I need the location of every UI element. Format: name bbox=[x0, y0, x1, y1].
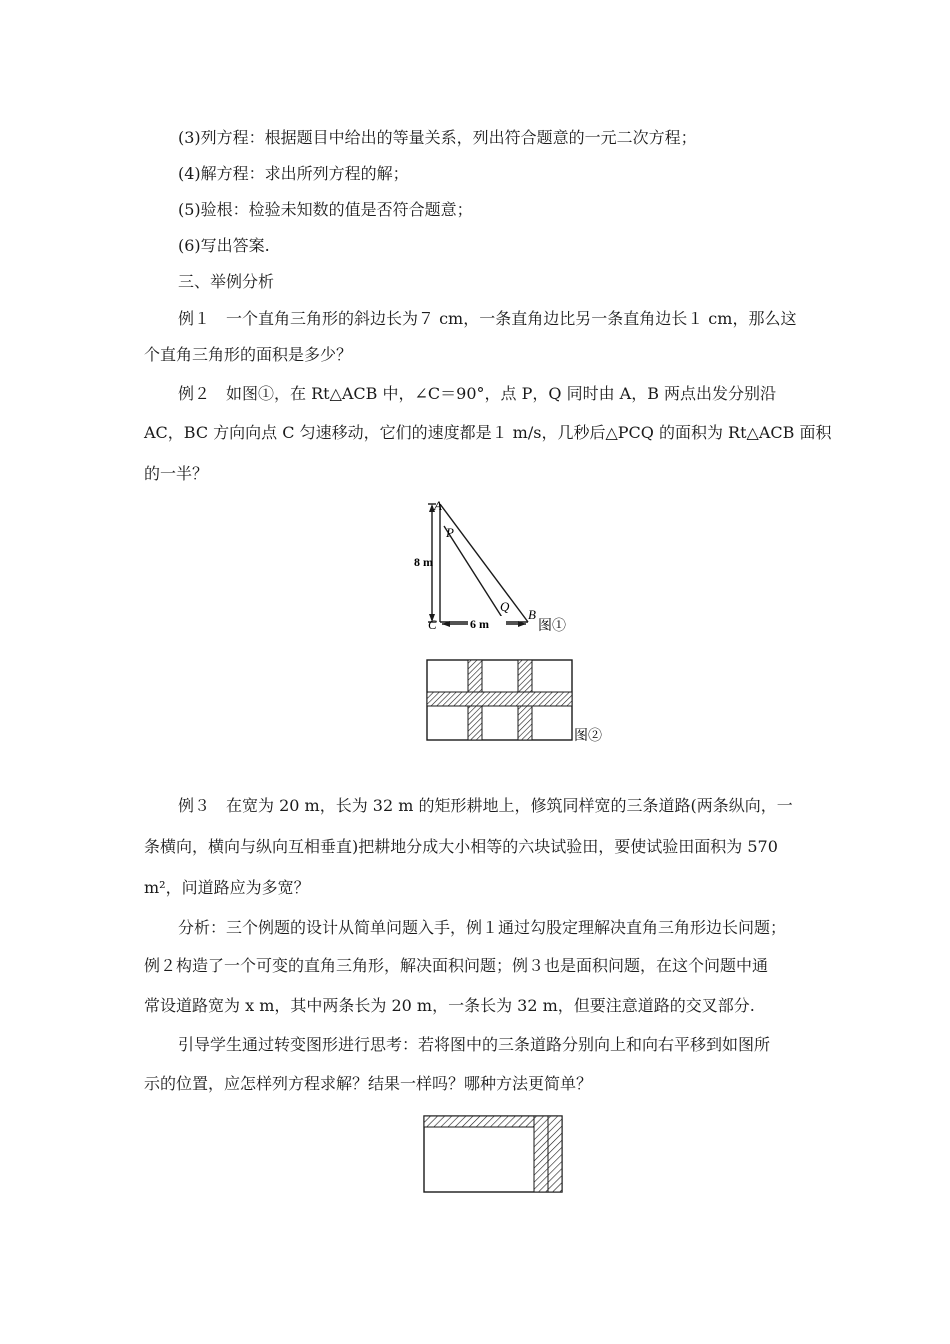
dimension-8m: 8 m bbox=[414, 555, 433, 569]
figure3-field-shifted bbox=[420, 1112, 570, 1196]
text-step3: (3)列方程：根据题目中给出的等量关系，列出符合题意的一元二次方程； bbox=[178, 128, 697, 147]
text-step6: (6)写出答案. bbox=[178, 236, 270, 255]
example3-line3: m²，问道路应为多宽？ bbox=[144, 878, 310, 897]
analysis-line2: 例２构造了一个可变的直角三角形，解决面积问题；例３也是面积问题，在这个问题中通 bbox=[144, 956, 769, 975]
label-p: P bbox=[446, 525, 454, 540]
dimension-6m: 6 m bbox=[470, 617, 489, 631]
text-step5: (5)验根：检验未知数的值是否符合题意； bbox=[178, 200, 473, 219]
section-heading: 三、举例分析 bbox=[178, 272, 275, 291]
segment-pq bbox=[444, 526, 505, 622]
label-a: A bbox=[434, 498, 442, 513]
figure2-caption: 图② bbox=[574, 729, 602, 744]
guide-line1: 引导学生通过转变图形进行思考：若将图中的三条道路分别向上和向右平移到如图所 bbox=[178, 1035, 771, 1054]
example3-line2: 条横向，横向与纵向互相垂直)把耕地分成大小相等的六块试验田，要使试验田面积为 570 bbox=[144, 837, 778, 856]
guide-line2: 示的位置，应怎样列方程求解？结果一样吗？哪种方法更简单？ bbox=[144, 1074, 593, 1093]
example2-line1: 例２ 如图①，在 Rt△ACB 中，∠C＝90°，点 P，Q 同时由 A，B 两点出发分别沿 bbox=[178, 384, 777, 403]
figure2-field bbox=[424, 656, 624, 744]
label-b: B bbox=[528, 607, 536, 622]
example2-line3: 的一半？ bbox=[144, 464, 209, 483]
label-c: C bbox=[428, 617, 437, 632]
analysis-line1: 分析：三个例题的设计从简单问题入手，例１通过勾股定理解决直角三角形边长问题； bbox=[178, 918, 787, 937]
analysis-line3: 常设道路宽为 x m，其中两条长为 20 m，一条长为 32 m，但要注意道路的交叉部分. bbox=[144, 996, 755, 1015]
example2-line2: AC，BC 方向向点 C 匀速移动，它们的速度都是１ m/s，几秒后△PCQ 的面积为 Rt△ACB 面积 bbox=[144, 423, 832, 442]
right-road-2 bbox=[548, 1116, 562, 1192]
figure1-triangle bbox=[408, 496, 598, 638]
example1-line2: 个直角三角形的面积是多少？ bbox=[144, 345, 353, 364]
horizontal-road bbox=[427, 692, 572, 706]
figure1-caption: 图① bbox=[538, 619, 566, 634]
text-step4: (4)解方程：求出所列方程的解； bbox=[178, 164, 409, 183]
label-q: Q bbox=[500, 599, 510, 614]
example3-line1: 例３ 在宽为 20 m，长为 32 m 的矩形耕地上，修筑同样宽的三条道路(两条纵向，一 bbox=[178, 796, 793, 815]
hypotenuse-ab bbox=[440, 504, 528, 622]
right-road-1 bbox=[534, 1116, 548, 1192]
example1-line1: 例１ 一个直角三角形的斜边长为７ cm，一条直角边比另一条直角边长１ cm，那么这 bbox=[178, 309, 797, 328]
